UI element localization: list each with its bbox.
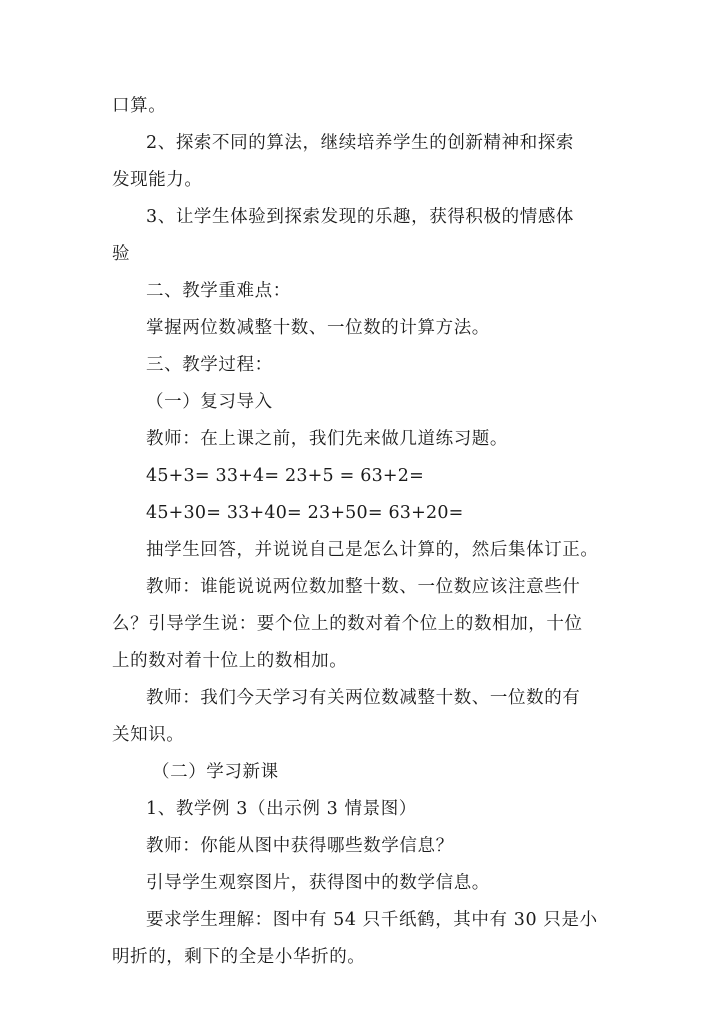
text-line: 要求学生理解：图中有 54 只千纸鹤，其中有 30 只是小	[146, 910, 598, 930]
subsection-heading: （一）复习导入	[146, 392, 273, 412]
text-line: 教师：你能从图中获得哪些数学信息？	[146, 836, 454, 856]
text-line: 2、探索不同的算法，继续培养学生的创新精神和探索	[146, 133, 575, 153]
section-heading: 三、教学过程：	[146, 355, 273, 375]
text-line: 引导学生观察图片，获得图中的数学信息。	[146, 873, 490, 893]
text-line: 抽学生回答，并说说自己是怎么计算的，然后集体订正。	[146, 540, 599, 560]
math-exercise-line: 45+30= 33+40= 23+50= 63+20=	[146, 503, 464, 523]
text-line: 教师：我们今天学习有关两位数减整十数、一位数的有	[146, 688, 581, 708]
text-line: 关知识。	[112, 725, 185, 745]
text-line: 掌握两位数减整十数、一位数的计算方法。	[146, 318, 490, 338]
text-line: 教师：谁能说说两位数加整十数、一位数应该注意些什	[146, 577, 581, 597]
section-heading: 二、教学重难点：	[146, 281, 291, 301]
text-line: 验	[112, 244, 131, 264]
text-line: 明折的，剩下的全是小华折的。	[112, 947, 366, 967]
text-line: 上的数对着十位上的数相加。	[112, 651, 348, 671]
text-line: 3、让学生体验到探索发现的乐趣，获得积极的情感体	[146, 207, 575, 227]
text-line: 教师：在上课之前，我们先来做几道练习题。	[146, 429, 508, 449]
math-exercise-line: 45+3= 33+4= 23+5 = 63+2=	[146, 466, 424, 486]
text-line: 1、教学例 3（出示例 3 情景图）	[146, 799, 417, 819]
text-line: 发现能力。	[112, 170, 203, 190]
text-line: 口算。	[112, 96, 167, 116]
subsection-heading: （二）学习新课	[152, 762, 279, 782]
text-line: 么？引导学生说：要个位上的数对着个位上的数相加，十位	[112, 614, 583, 634]
